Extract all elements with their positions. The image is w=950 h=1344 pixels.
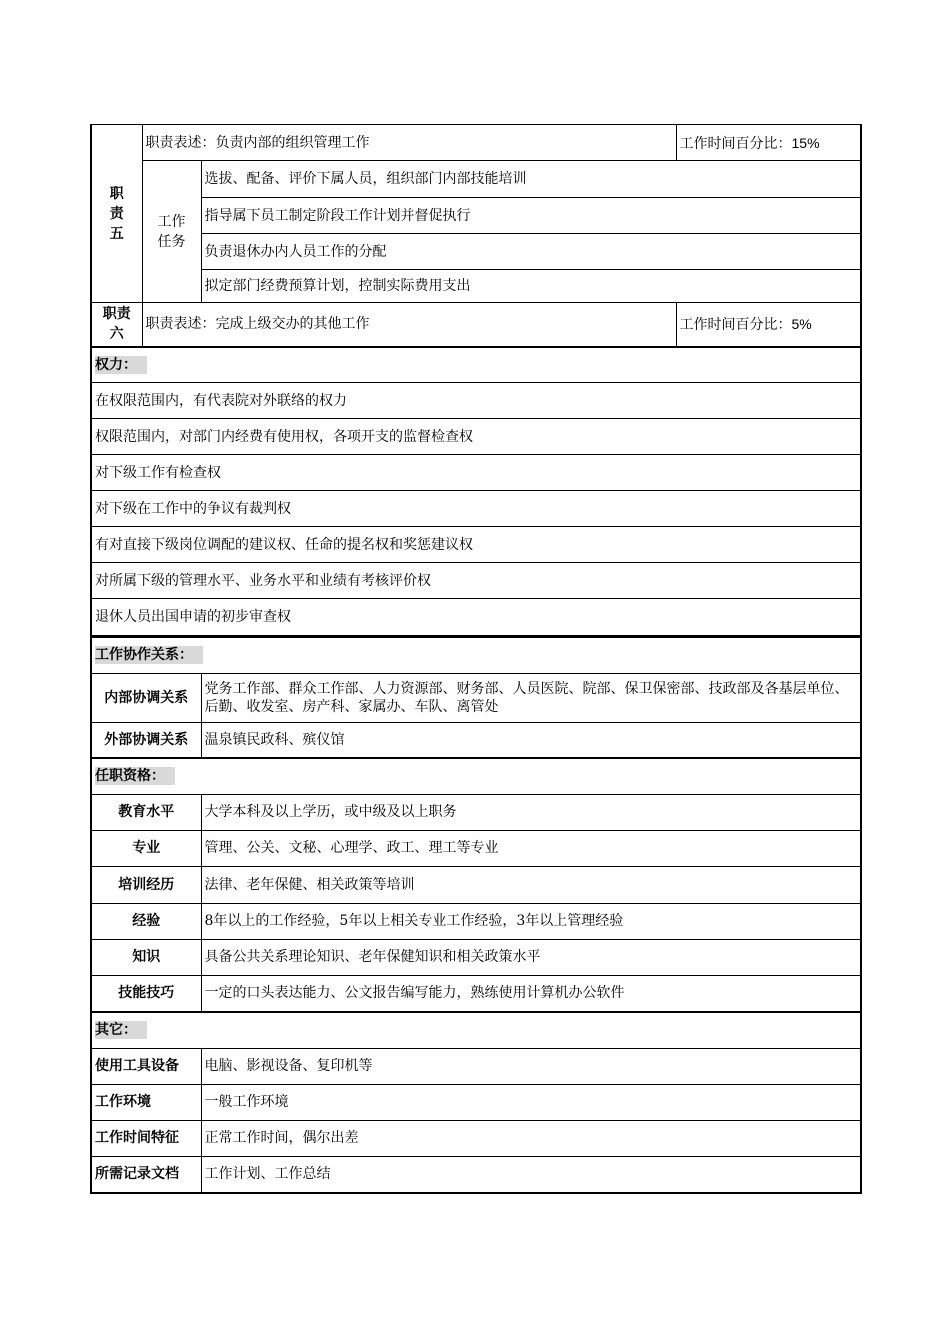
tasks-label-line: 任务 xyxy=(157,233,186,250)
authority-item: 对所属下级的管理水平、业务水平和业绩有考核评价权 xyxy=(91,563,861,599)
authority-heading-cell xyxy=(91,347,861,383)
qualification-value: 具备公共关系理论知识、老年保健知识和相关政策水平 xyxy=(201,939,861,975)
qualification-label: 知识 xyxy=(91,939,201,975)
duty5-label xyxy=(91,125,142,303)
qualification-value: 8年以上的工作经验，5年以上相关专业工作经验，3年以上管理经验 xyxy=(201,903,861,939)
duty5-label-line: 责 xyxy=(109,205,124,222)
tasks-label-line: 工作 xyxy=(157,213,186,230)
duty5-description: 职责表述：负责内部的组织管理工作 xyxy=(142,125,676,161)
other-value: 工作计划、工作总结 xyxy=(201,1156,861,1193)
job-description-table xyxy=(90,124,862,637)
other-label: 使用工具设备 xyxy=(91,1048,201,1084)
other-value: 正常工作时间，偶尔出差 xyxy=(201,1120,861,1156)
qualification-value: 大学本科及以上学历，或中级及以上职务 xyxy=(201,794,861,830)
duty5-task: 拟定部门经费预算计划，控制实际费用支出 xyxy=(201,270,861,303)
other-value: 电脑、影视设备、复印机等 xyxy=(201,1048,861,1084)
relation-value: 温泉镇民政科、殡仪馆 xyxy=(201,722,861,758)
others-heading-cell xyxy=(91,1012,861,1048)
duty5-task: 负责退休办内人员工作的分配 xyxy=(201,234,861,270)
other-label: 工作时间特征 xyxy=(91,1120,201,1156)
job-description-page xyxy=(90,124,860,1194)
qualifications-heading: 任职资格： xyxy=(95,767,175,785)
qualification-label: 经验 xyxy=(91,903,201,939)
authority-item: 权限范围内，对部门内经费有使用权，各项开支的监督检查权 xyxy=(91,419,861,455)
details-table xyxy=(90,637,862,1195)
qualification-label: 教育水平 xyxy=(91,794,201,830)
qualification-value: 一定的口头表达能力、公文报告编写能力，熟练使用计算机办公软件 xyxy=(201,975,861,1012)
other-label: 工作环境 xyxy=(91,1084,201,1120)
qualifications-heading-cell xyxy=(91,758,861,794)
authority-item: 有对直接下级岗位调配的建议权、任命的提名权和奖惩建议权 xyxy=(91,527,861,563)
qualification-value: 法律、老年保健、相关政策等培训 xyxy=(201,866,861,903)
duty6-description: 职责表述：完成上级交办的其他工作 xyxy=(142,303,676,347)
duty5-label-line: 职 xyxy=(109,185,124,202)
duty6-label-line: 六 xyxy=(109,326,124,343)
qualification-value: 管理、公关、文秘、心理学、政工、理工等专业 xyxy=(201,830,861,866)
duty6-label-line: 职责 xyxy=(102,306,131,323)
duty5-label-line: 五 xyxy=(109,225,124,242)
authority-item: 在权限范围内，有代表院对外联络的权力 xyxy=(91,383,861,419)
duty5-task: 指导属下员工制定阶段工作计划并督促执行 xyxy=(201,198,861,234)
authority-item: 对下级工作有检查权 xyxy=(91,455,861,491)
other-label: 所需记录文档 xyxy=(91,1156,201,1193)
duty6-time-percent: 工作时间百分比：5% xyxy=(676,303,861,347)
relation-value: 党务工作部、群众工作部、人力资源部、财务部、人员医院、院部、保卫保密部、技政部及各基层单位、后勤、收发室、房产科、家属办、车队、离管处 xyxy=(201,673,861,722)
authority-heading: 权力： xyxy=(95,356,147,374)
qualification-label: 技能技巧 xyxy=(91,975,201,1012)
other-value: 一般工作环境 xyxy=(201,1084,861,1120)
qualification-label: 培训经历 xyxy=(91,866,201,903)
duty6-label xyxy=(91,303,142,347)
qualification-label: 专业 xyxy=(91,830,201,866)
relation-label: 内部协调关系 xyxy=(91,673,201,722)
authority-item: 退休人员出国申请的初步审查权 xyxy=(91,599,861,636)
duty5-time-percent: 工作时间百分比：15% xyxy=(676,125,861,161)
duty5-task: 选拔、配备、评价下属人员，组织部门内部技能培训 xyxy=(201,161,861,198)
others-heading: 其它： xyxy=(95,1021,147,1039)
authority-item: 对下级在工作中的争议有裁判权 xyxy=(91,491,861,527)
duty5-tasks-label xyxy=(142,161,201,303)
relation-label: 外部协调关系 xyxy=(91,722,201,758)
relations-heading: 工作协作关系： xyxy=(95,646,203,664)
relations-heading-cell xyxy=(91,637,861,673)
